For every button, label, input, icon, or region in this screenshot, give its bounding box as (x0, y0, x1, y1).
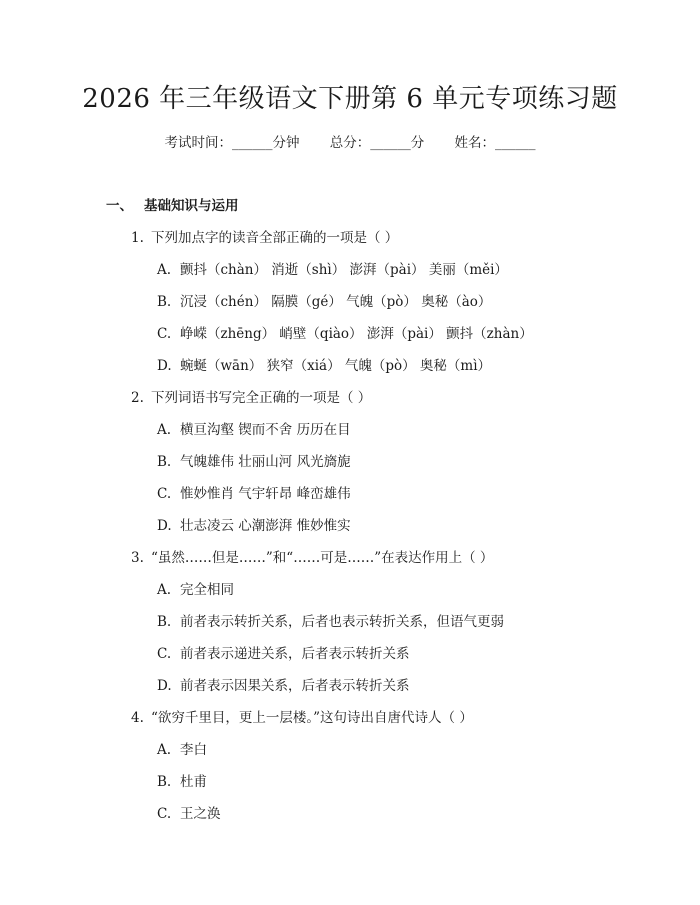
question-1-option-a (157, 258, 508, 278)
option-text: 沉浸（chén） 隔膜（gé） 气魄（pò） 奥秘（ào） (180, 294, 492, 310)
question-number: 4. (131, 710, 144, 726)
question-text: 下列词语书写完全正确的一项是（ ） (151, 390, 372, 406)
question-text: 下列加点字的读音全部正确的一项是（ ） (151, 230, 399, 246)
option-text: 峥嵘（zhēng） 峭壁（qiào） 澎湃（pài） 颤抖（zhàn） (180, 326, 533, 342)
option-text: 前者表示因果关系，后者表示转折关系 (180, 678, 410, 694)
question-text: “虽然……但是……”和“……可是……”在表达作用上（ ） (151, 550, 494, 566)
exam-time: 考试时间：______分钟 (164, 135, 300, 151)
option-letter: B. (157, 774, 172, 790)
question-1-option-d (157, 354, 491, 374)
question-number: 1. (131, 230, 144, 246)
question-2 (131, 386, 371, 406)
total-score: 总分：______分 (329, 135, 425, 151)
option-text: 李白 (180, 742, 207, 758)
question-4-option-a (157, 738, 207, 758)
section-number: 一、 (106, 198, 133, 214)
question-3-option-a (157, 578, 234, 598)
option-letter: D. (157, 358, 172, 374)
question-3-option-c (157, 642, 410, 662)
option-letter: B. (157, 454, 172, 470)
question-3-option-b (157, 610, 504, 630)
question-4-option-b (157, 770, 207, 790)
section-title: 基础知识与运用 (144, 198, 239, 214)
student-name: 姓名：______ (454, 135, 536, 151)
option-text: 气魄雄伟 壮丽山河 风光旖旎 (180, 454, 351, 470)
option-text: 横亘沟壑 锲而不舍 历历在目 (180, 422, 351, 438)
option-letter: D. (157, 518, 172, 534)
option-text: 惟妙惟肖 气宇轩昂 峰峦雄伟 (180, 486, 351, 502)
question-1 (131, 226, 398, 246)
question-2-option-d (157, 514, 351, 534)
section-heading (106, 194, 239, 214)
option-text: 颤抖（chàn） 消逝（shì） 澎湃（pài） 美丽（měi） (180, 262, 508, 278)
exam-info (0, 131, 700, 151)
option-letter: B. (157, 294, 172, 310)
option-text: 前者表示递进关系，后者表示转折关系 (180, 646, 410, 662)
question-4 (131, 706, 473, 726)
question-3 (131, 546, 493, 566)
option-text: 蜿蜒（wān） 狭窄（xiá） 气魄（pò） 奥秘（mì） (180, 358, 492, 374)
option-text: 前者表示转折关系，后者也表示转折关系，但语气更弱 (180, 614, 504, 630)
page-title: 2026 年三年级语文下册第 6 单元专项练习题 (82, 84, 618, 114)
question-number: 2. (131, 390, 144, 406)
question-3-option-d (157, 674, 410, 694)
question-1-option-c (157, 322, 533, 342)
question-1-option-b (157, 290, 491, 310)
question-text: “欲穷千里目，更上一层楼。”这句诗出自唐代诗人（ ） (151, 710, 473, 726)
option-letter: A. (157, 742, 172, 758)
option-letter: C. (157, 646, 172, 662)
option-letter: D. (157, 678, 172, 694)
question-2-option-b (157, 450, 351, 470)
option-text: 壮志凌云 心潮澎湃 惟妙惟实 (180, 518, 351, 534)
option-letter: C. (157, 486, 172, 502)
option-text: 杜甫 (180, 774, 207, 790)
option-letter: A. (157, 262, 172, 278)
option-letter: A. (157, 582, 172, 598)
option-text: 完全相同 (180, 582, 234, 598)
option-letter: C. (157, 806, 172, 822)
question-2-option-c (157, 482, 351, 502)
option-letter: C. (157, 326, 172, 342)
question-number: 3. (131, 550, 144, 566)
question-4-option-c (157, 802, 221, 822)
question-2-option-a (157, 418, 351, 438)
option-letter: A. (157, 422, 172, 438)
option-text: 王之涣 (180, 806, 221, 822)
option-letter: B. (157, 614, 172, 630)
